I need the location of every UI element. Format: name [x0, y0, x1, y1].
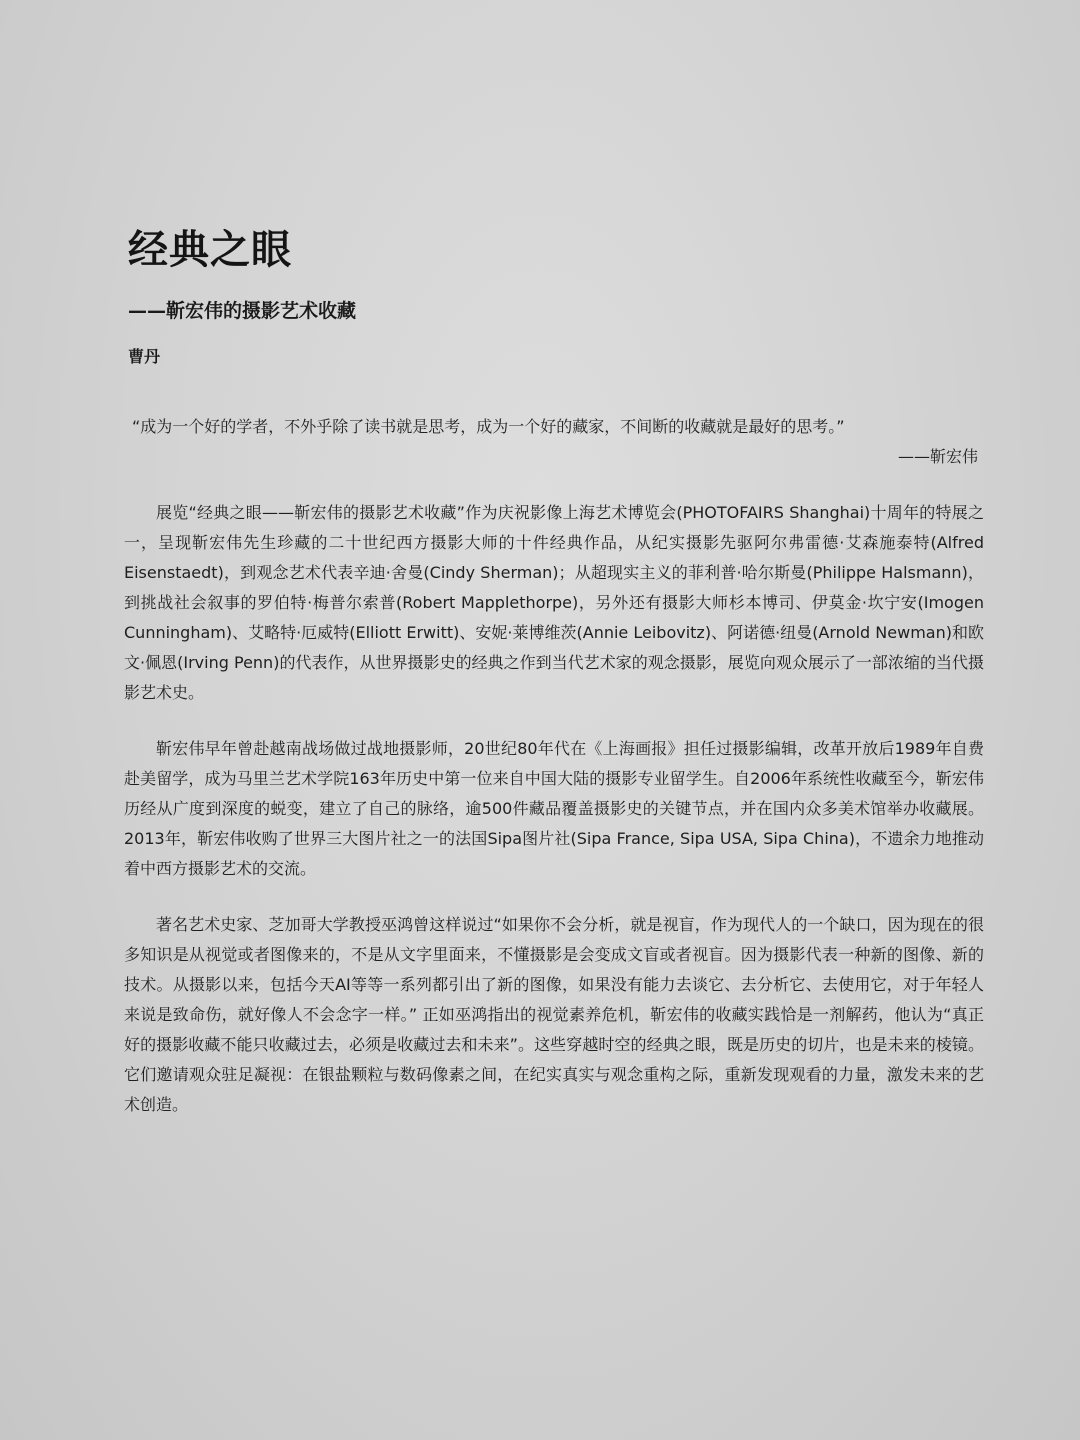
epigraph-quote	[132, 412, 984, 472]
quote-text: “成为一个好的学者，不外乎除了读书就是思考，成为一个好的藏家，不间断的收藏就是最好的思考。”	[132, 417, 845, 436]
exhibition-subtitle: ——靳宏伟的摄影艺术收藏	[128, 300, 357, 322]
body-paragraph-1: 展览“经典之眼——靳宏伟的摄影艺术收藏”作为庆祝影像上海艺术博览会(PHOTOFAIRS Shanghai)十周年的特展之一，呈现靳宏伟先生珍藏的二十世纪西方摄影大师的十件经典作品，从纪实摄影先驱阿尔弗雷德·艾森施泰特(Alfred Eisenstaedt)，到观念艺术代表辛迪·舍曼(Cindy Sherman)；从超现实主义的菲利普·哈尔斯曼(Philippe Halsmann)，到挑战社会叙事的罗伯特·梅普尔索普(Robert Mapplethorpe)，另外还有摄影大师杉本博司、伊莫金·坎宁安(Imogen Cunningham)、艾略特·厄威特(Elliott Erwitt)、安妮·莱博维茨(Annie Leibovitz)、阿诺德·纽曼(Arnold Newman)和欧文·佩恩(Irving Penn)的代表作，从世界摄影史的经典之作到当代艺术家的观念摄影，展览向观众展示了一部浓缩的当代摄影艺术史。	[124, 503, 984, 702]
author-name: 曹丹	[128, 347, 161, 366]
exhibition-title: 经典之眼	[128, 227, 292, 273]
body-paragraph-3: 著名艺术史家、芝加哥大学教授巫鸿曾这样说过“如果你不会分析，就是视盲，作为现代人的一个缺口，因为现在的很多知识是从视觉或者图像来的，不是从文字里面来，不懂摄影是会变成文盲或者视盲。因为摄影代表一种新的图像、新的技术。从摄影以来，包括今天AI等等一系列都引出了新的图像，如果没有能力去谈它、去分析它、去使用它，对于年轻人来说是致命伤，就好像人不会念字一样。” 正如巫鸿指出的视觉素养危机，靳宏伟的收藏实践恰是一剂解药，他认为“真正好的摄影收藏不能只收藏过去，必须是收藏过去和未来”。这些穿越时空的经典之眼，既是历史的切片，也是未来的棱镜。它们邀请观众驻足凝视：在银盐颗粒与数码像素之间，在纪实真实与观念重构之际，重新发现观看的力量，激发未来的艺术创造。	[124, 915, 984, 1114]
wall-text-block	[124, 224, 984, 1146]
quote-attribution: ——靳宏伟	[897, 447, 978, 466]
body-paragraph-2: 靳宏伟早年曾赴越南战场做过战地摄影师，20世纪80年代在《上海画报》担任过摄影编辑，改革开放后1989年自费赴美留学，成为马里兰艺术学院163年历史中第一位来自中国大陆的摄影专业留学生。自2006年系统性收藏至今，靳宏伟历经从广度到深度的蜕变，建立了自己的脉络，逾500件藏品覆盖摄影史的关键节点，并在国内众多美术馆举办收藏展。2013年，靳宏伟收购了世界三大图片社之一的法国Sipa图片社(Sipa France, Sipa USA, Sipa China)，不遗余力地推动着中西方摄影艺术的交流。	[124, 739, 984, 878]
